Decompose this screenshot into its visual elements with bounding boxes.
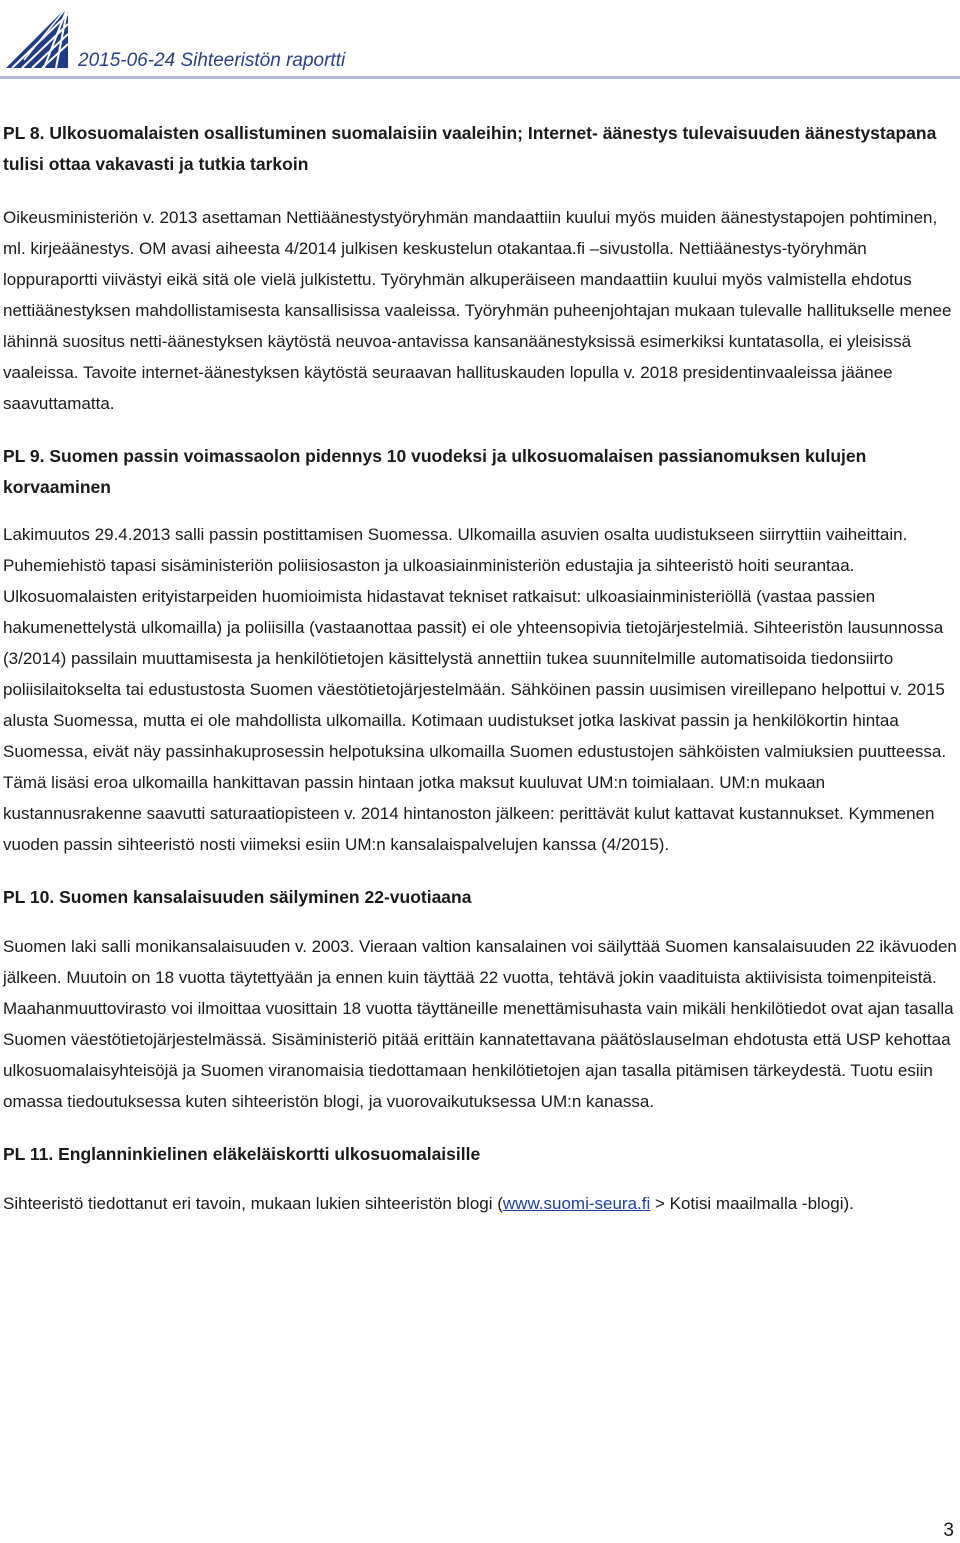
section-pl9 (3, 441, 957, 860)
paragraph-text-before-link: Sihteeristö tiedottanut eri tavoin, mukaan lukien sihteeristön blogi ( (3, 1194, 503, 1213)
section-heading: PL 8. Ulkosuomalaisten osallistuminen suomalaisiin vaaleihin; Internet- äänestys tulevaisuuden äänestystapana tulisi ottaa vakavasti ja tutkia tarkoin (3, 123, 937, 174)
section-heading: PL 11. Englanninkielinen eläkeläiskortti ulkosuomalaisille (3, 1144, 481, 1164)
page-header (0, 0, 960, 80)
section-paragraph (3, 1188, 957, 1219)
section-paragraph: Suomen laki salli monikansalaisuuden v. 2003. Vieraan valtion kansalainen voi säilyttää Suomen kansalaisuuden 22 ikävuoden jälkeen. Muutoin on 18 vuotta täytettyään ja ennen kuin täyttää 22 vuotta, tehtävä jokin vaadituista aktiivisista toimenpiteistä. Maahanmuuttovirasto voi ilmoittaa vuosittain 18 vuotta täyttäneille menettämisuhasta vain mikäli henkilötiedot ovat ajan tasalla Suomen väestötietojärjestelmässä. Sisäministeriö pitää erittäin kannatettavana päätöslauselman ehdotusta että USP kehottaa ulkosuomalaisyhteisöjä ja Suomen viranomaisia tiedottamaan henkilötietojen ajan tasalla pitämisen tärkeydestä. Tuotu esiin omassa tiedoutuksessa kuten sihteeristön blogi, ja vuorovaikutuksessa UM:n kanassa. (3, 937, 957, 1111)
document-header-title: 2015-06-24 Sihteeristön raportti (78, 50, 346, 71)
organization-logo-icon (4, 4, 70, 70)
section-heading: PL 10. Suomen kansalaisuuden säilyminen 22-vuotiaana (3, 887, 472, 907)
section-pl8 (3, 118, 957, 419)
paragraph-text-after-link: > Kotisi maailmalla -blogi). (650, 1194, 854, 1213)
header-divider (0, 76, 960, 79)
suomi-seura-link[interactable]: www.suomi-seura.fi (502, 1194, 651, 1213)
section-paragraph: Oikeusministeriön v. 2013 asettaman Nettiäänestystyöryhmän mandaattiin kuului myös muiden äänestystapojen pohtiminen, ml. kirjeäänestys. OM avasi aiheesta 4/2014 julkisen keskustelun otakantaa.fi –sivustolla. Nettiäänestys-työryhmän loppuraportti viivästyi eikä sitä ole vielä julkistettu. Työryhmän alkuperäiseen mandaattiin kuului myös valmistella ehdotus nettiäänestyksen mahdollistamisesta kansallisissa vaaleissa. Työryhmän puheenjohtajan mukaan tulevalle hallitukselle menee lähinnä suositus netti-äänestyksen käytöstä neuvoa-antavissa kansanäänestyksissä esimerkiksi kuntatasolla, ei yleisissä vaaleissa. Tavoite internet-äänestyksen käytöstä seuraavan hallituskauden lopulla v. 2018 presidentinvaaleissa jäänee saavuttamatta. (3, 208, 952, 413)
section-pl10 (3, 882, 957, 1117)
section-heading: PL 9. Suomen passin voimassaolon pidennys 10 vuodeksi ja ulkosuomalaisen passianomuksen kulujen korvaaminen (3, 446, 867, 497)
page-number: 3 (943, 1520, 954, 1541)
document-body (3, 118, 957, 1219)
section-paragraph: Lakimuutos 29.4.2013 salli passin postittamisen Suomessa. Ulkomailla asuvien osalta uudistukseen siirryttiin vaiheittain. Puhemiehistö tapasi sisäministeriön poliisiosaston ja ulkoasiainministeriön edustajia ja sihteeristö hoiti seurantaa. Ulkosuomalaisten erityistarpeiden huomioimista hidastavat tekniset ratkaisut: ulkoasiainministeriöllä (vastaa passien hakumenettelystä ulkomailla) ja poliisilla (vastaanottaa passit) ei ole yhteensopivia tietojärjestelmiä. Sihteeristön lausunnossa (3/2014) passilain muuttamisesta ja henkilötietojen käsittelystä annettiin tukea suunnitelmille automatisoida tiedonsiirto poliisilaitokselta tai edustustosta Suomen väestötietojärjestelmään. Sähköinen passin uusimisen vireillepano helpottui v. 2015 alusta Suomessa, mutta ei ole mahdollista ulkomailla. Kotimaan uudistukset jotka laskivat passin ja henkilökortin hintaa Suomessa, eivät näy passinhakuprosessin helpotuksina ulkomailla Suomen edustustojen sähköisten valmiuksien puutteessa. Tämä lisäsi eroa ulkomailla hankittavan passin hintaan jotka maksut kuuluvat UM:n toimialaan. UM:n mukaan kustannusrakenne saavutti saturaatiopisteen v. 2014 hintanoston jälkeen: perittävät kulut kattavat kustannukset. Kymmenen vuoden passin sihteeristö nosti viimeksi esiin UM:n kansalaispalvelujen kanssa (4/2015). (3, 525, 947, 854)
section-pl11 (3, 1139, 957, 1219)
